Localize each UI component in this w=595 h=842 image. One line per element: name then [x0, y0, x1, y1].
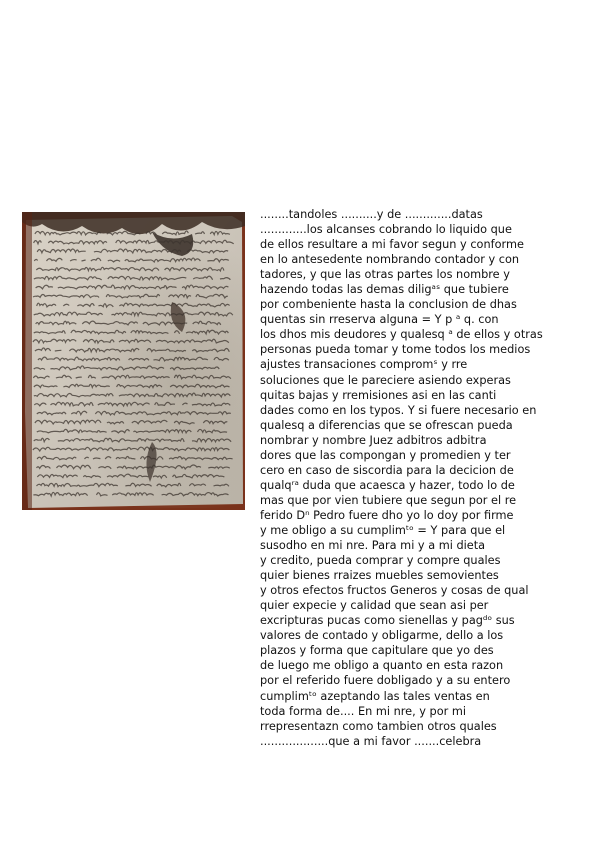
transcription-line: quitas bajas y rremisiones asi en las canti — [260, 388, 497, 402]
transcription-line: soluciones que le pareciere asiendo experas — [260, 373, 511, 387]
transcription-line: ferido Dⁿ Pedro fuere dho yo lo doy por firme — [260, 508, 514, 522]
transcription-line: excripturas pucas como sienellas y pagᵈᵒ sus — [260, 614, 515, 628]
transcription-line: dades como en los typos. Y si fuere necesario en — [260, 403, 537, 417]
transcription-line: cero en caso de siscordia para la decicion de — [260, 463, 514, 477]
transcription-line: hazendo todas las demas diligᵃˢ que tubiere — [260, 283, 509, 297]
transcription-line: quier bienes rraizes muebles semovientes — [260, 569, 499, 583]
transcription-line: rrepresentazn como tambien otros quales — [260, 719, 497, 733]
transcription-line: y otros efectos fructos Generos y cosas de qual — [260, 584, 529, 598]
transcription-line: en lo antesedente nombrando contador y con — [260, 253, 520, 267]
transcription-line: y me obligo a su cumplimᵗᵒ = Y para que el — [260, 523, 506, 537]
transcription-line: por el referido fuere dobligado y a su entero — [260, 674, 511, 688]
transcription-line: ........tandoles ..........y de .............datas — [260, 208, 483, 221]
manuscript-photo — [22, 212, 245, 510]
transcription-line: nombrar y nombre Juez adbitros adbitra — [260, 433, 487, 447]
transcription-line: los dhos mis deudores y qualesq ᵃ de ellos y otras — [260, 328, 543, 342]
transcription-line: mas que por vien tubiere que segun por el re — [260, 493, 517, 507]
transcription-line: ajustes transaciones compromˢ y rre — [260, 358, 468, 372]
transcription-line: cumplimᵗᵒ azeptando las tales ventas en — [260, 689, 490, 703]
transcription-line: quentas sin rreserva alguna = Y p ᵃ q. con — [260, 313, 499, 327]
transcription-line: plazos y forma que capitulare que yo des — [260, 644, 494, 658]
transcription-line: qualqʳᵃ duda que acaesca y hazer, todo lo de — [260, 478, 515, 492]
transcription-text — [260, 207, 580, 749]
transcription-line: tadores, y que las otras partes los nombre y — [260, 268, 510, 282]
transcription-line: dores que las compongan y promedien y ter — [260, 448, 511, 462]
transcription-line: valores de contado y obligarme, dello a los — [260, 629, 504, 643]
transcription-line: y credito, pueda comprar y compre quales — [260, 554, 501, 568]
transcription-line: de ellos resultare a mi favor segun y conforme — [260, 238, 524, 252]
transcription-line: .............los alcanses cobrando lo liquido que — [260, 223, 512, 237]
transcription-line: por combeniente hasta la conclusion de dhas — [260, 298, 517, 312]
transcription-line: qualesq a diferencias que se ofrescan pueda — [260, 418, 513, 432]
transcription-line: susodho en mi nre. Para mi y a mi dieta — [260, 539, 486, 553]
transcription-line: ...................que a mi favor .......celebra — [260, 734, 482, 748]
transcription-line: toda forma de.... En mi nre, y por mi — [260, 704, 467, 718]
transcription-line: de luego me obligo a quanto en esta razon — [260, 659, 504, 673]
transcription-line: quier expecie y calidad que sean asi per — [260, 599, 489, 613]
transcription-line: personas pueda tomar y tome todos los medios — [260, 343, 531, 357]
